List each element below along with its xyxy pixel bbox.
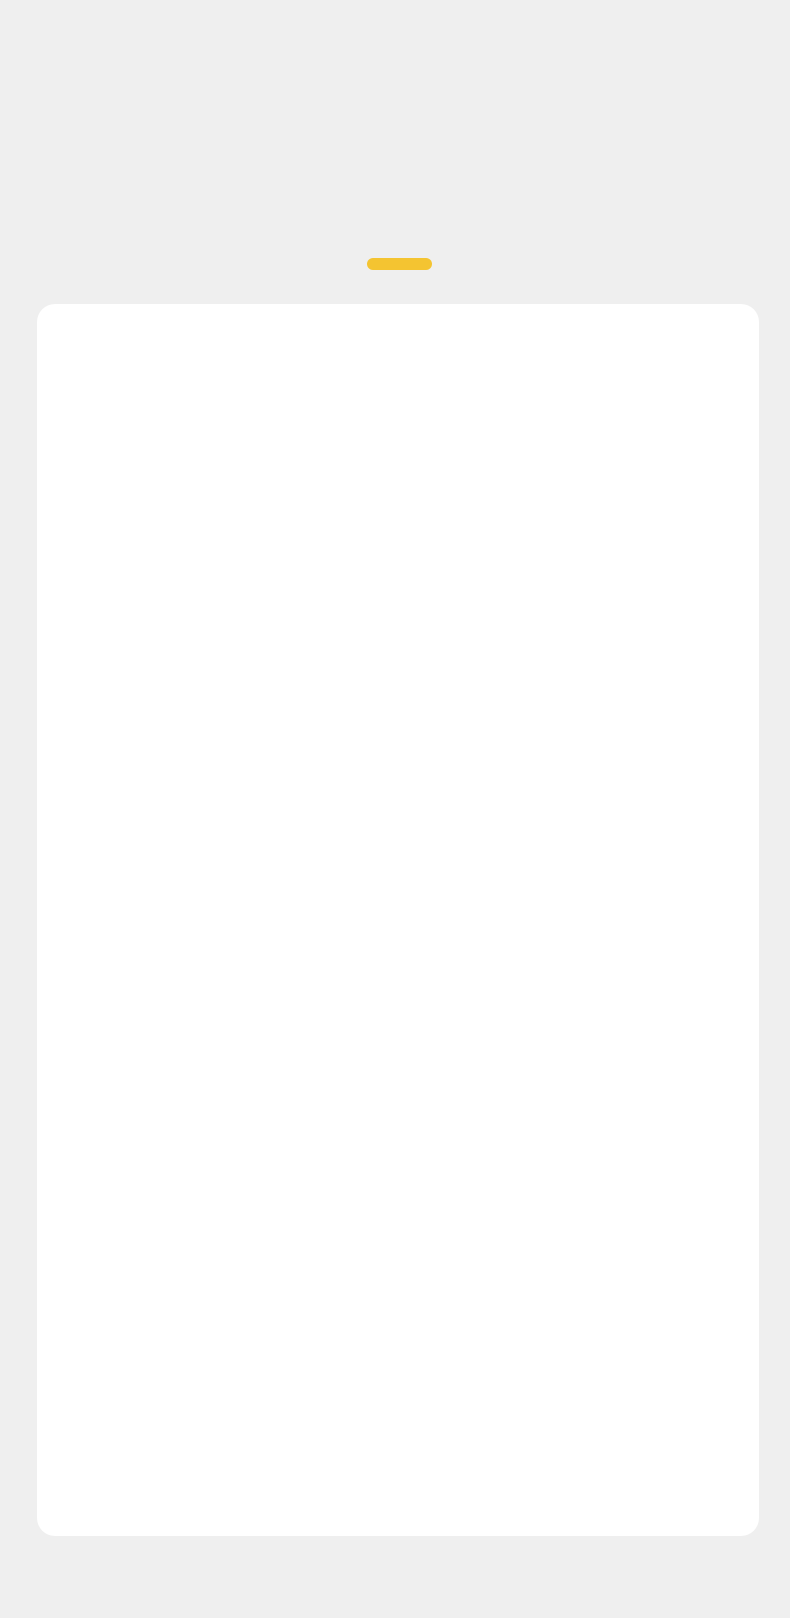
equipment-table: [37, 304, 759, 1536]
page-number-badge: [0, 240, 790, 270]
page-header: [0, 0, 790, 300]
badge-highlight: [367, 258, 432, 270]
